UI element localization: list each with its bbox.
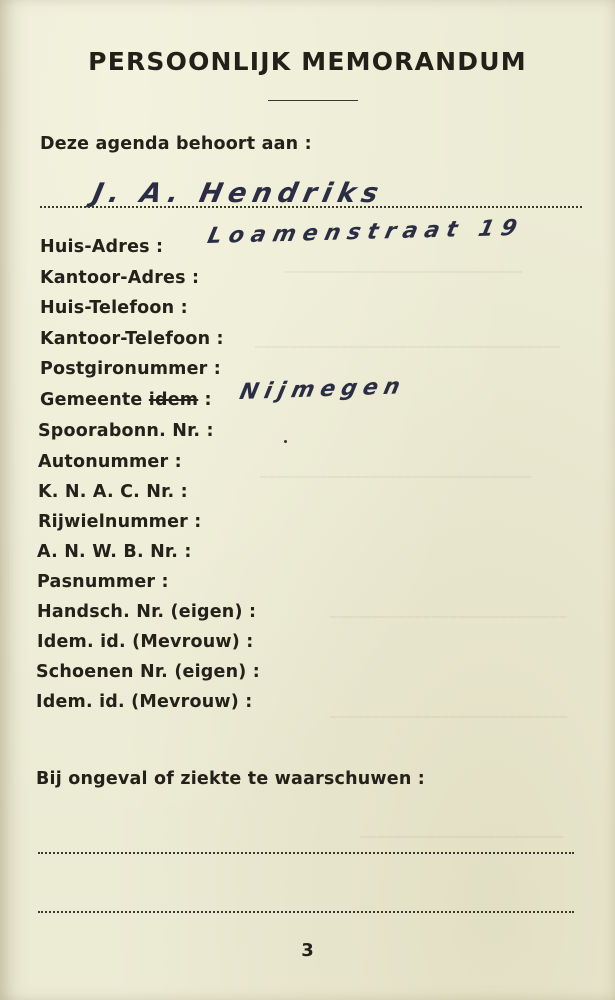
gemeente-label-struck: idem [148, 390, 199, 410]
emergency-dotted-line-2 [38, 911, 574, 913]
emergency-label: Bij ongeval of ziekte te waarschuwen : [36, 769, 425, 789]
pasnummer-label: Pasnummer : [37, 572, 169, 592]
rijwielnummer-label: Rijwielnummer : [38, 512, 202, 532]
autonummer-label: Autonummer : [38, 452, 182, 472]
handsch-mevrouw-label: Idem. id. (Mevrouw) : [37, 632, 254, 652]
emergency-dotted-line-1 [38, 852, 574, 854]
ink-speck [284, 440, 287, 443]
spoorabonn-label: Spoorabonn. Nr. : [38, 421, 214, 441]
gemeente-label-text: Gemeente [40, 390, 143, 410]
gemeente-value-handwritten: Nijmegen [237, 374, 409, 406]
huis-adres-value-handwritten: Loamenstraat 19 [205, 215, 527, 250]
owner-label: Deze agenda behoort aan : [40, 134, 312, 154]
handsch-label: Handsch. Nr. (eigen) : [37, 602, 257, 622]
huis-adres-label: Huis-Adres : [40, 237, 164, 257]
page-title: PERSOONLIJK MEMORANDUM [88, 47, 527, 76]
anwb-label: A. N. W. B. Nr. : [37, 542, 192, 562]
schoenen-label: Schoenen Nr. (eigen) : [36, 662, 260, 682]
huis-telefoon-label: Huis-Telefoon : [40, 298, 188, 318]
knac-label: K. N. A. C. Nr. : [38, 482, 188, 502]
owner-dotted-line [40, 206, 582, 208]
gemeente-label-colon: : [204, 390, 212, 410]
owner-name-handwritten: J. A. Hendriks [89, 178, 388, 209]
schoenen-mevrouw-label: Idem. id. (Mevrouw) : [36, 692, 253, 712]
kantoor-adres-label: Kantoor-Adres : [40, 268, 200, 288]
gemeente-label [40, 390, 212, 410]
kantoor-telefoon-label: Kantoor-Telefoon : [40, 329, 224, 349]
postgironummer-label: Postgironummer : [40, 359, 221, 379]
title-divider [268, 100, 358, 101]
page-number: 3 [301, 940, 314, 961]
